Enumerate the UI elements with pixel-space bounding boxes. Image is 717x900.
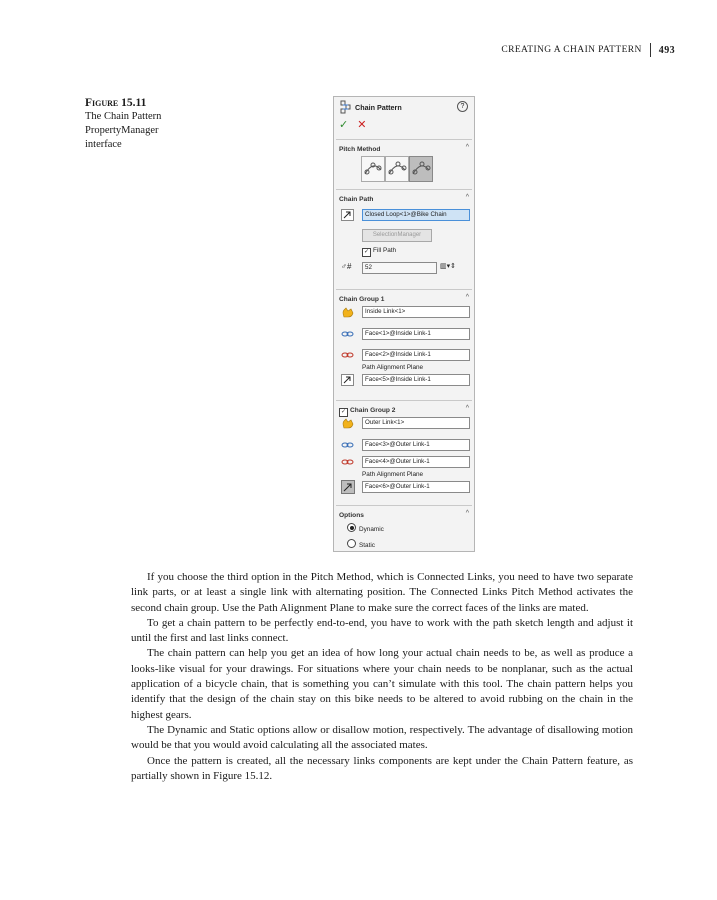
- group1-face-b-field[interactable]: Face<2>@Inside Link-1: [362, 349, 470, 361]
- running-header: [501, 43, 675, 57]
- chain-pattern-property-manager: [333, 96, 475, 552]
- group2-alignment-label: Path Alignment Plane: [362, 471, 424, 478]
- chain-group-2-title[interactable]: [339, 407, 395, 417]
- ok-cancel-row: [339, 118, 367, 131]
- chain-pattern-icon: [340, 100, 352, 114]
- group2-checkbox-icon: ✓: [340, 409, 347, 415]
- group2-link-field[interactable]: Outer Link<1>: [362, 417, 470, 429]
- hand-icon: [341, 417, 354, 429]
- group1-link-field[interactable]: Inside Link<1>: [362, 306, 470, 318]
- link-count-field[interactable]: 52: [362, 262, 437, 274]
- radio-unselected-icon: [347, 539, 356, 548]
- radio-selected-icon: [347, 523, 356, 532]
- collapse-caret-icon[interactable]: ^: [465, 144, 469, 151]
- chain-group-2-section: [336, 400, 472, 505]
- paragraph: Once the pattern is created, all the necessary links components are kept under the Chain Pattern feature, as partially shown in Figure 15.12.: [131, 754, 633, 782]
- collapse-caret-icon[interactable]: ^: [465, 510, 469, 517]
- count-spinner[interactable]: ▥▾⇕: [440, 263, 456, 270]
- face-b-icon: [341, 456, 354, 468]
- dynamic-radio[interactable]: [347, 523, 384, 533]
- static-radio[interactable]: [347, 539, 375, 549]
- body-text: [131, 570, 633, 784]
- path-arrow-icon: [341, 209, 354, 221]
- group2-alignment-field[interactable]: Face<6>@Outer Link-1: [362, 481, 470, 493]
- collapse-caret-icon[interactable]: ^: [465, 194, 469, 201]
- fill-path-checkbox[interactable]: [362, 247, 396, 257]
- panel-header: [334, 97, 474, 117]
- dynamic-label: Dynamic: [359, 526, 384, 533]
- group1-alignment-field[interactable]: Face<5>@Inside Link-1: [362, 374, 470, 386]
- collapse-caret-icon[interactable]: ^: [465, 294, 469, 301]
- paragraph: The Dynamic and Static options allow or disallow motion, respectively. The advantage of disallowing motion would be that you would avoid calculating all the associated mates.: [131, 723, 633, 752]
- chain-path-field[interactable]: Closed Loop<1>@Bike Chain: [362, 209, 470, 221]
- face-b-icon: [341, 349, 354, 361]
- chapter-title: CREATING A CHAIN PATTERN: [501, 45, 642, 55]
- chain-path-section: [336, 189, 472, 288]
- collapse-caret-icon[interactable]: ^: [465, 405, 469, 412]
- face-a-icon: [341, 439, 354, 451]
- cancel-button[interactable]: ✕: [357, 119, 367, 131]
- figure-caption: [85, 96, 195, 152]
- paragraph: If you choose the third option in the Pitch Method, which is Connected Links, you need to have two separate link parts, or at least a single link with alternating position. The Connected Links Pitch Method activates the second chain group. Use the Path Alignment Plane to make sure the correct faces of the links are mated.: [131, 571, 633, 614]
- group2-face-b-field[interactable]: Face<4>@Outer Link-1: [362, 456, 470, 468]
- group1-face-a-field[interactable]: Face<1>@Inside Link-1: [362, 328, 470, 340]
- static-label: Static: [359, 542, 375, 549]
- panel-title: Chain Pattern: [355, 103, 402, 112]
- pitch-method-title: Pitch Method: [339, 146, 381, 153]
- figure-label: Figure 15.11: [85, 97, 147, 109]
- options-section: [336, 505, 472, 551]
- group1-alignment-label: Path Alignment Plane: [362, 364, 424, 371]
- paragraph: To get a chain pattern to be perfectly end-to-end, you have to work with the path sketch length and adjust it until the first and last links connect.: [131, 616, 633, 645]
- hand-icon: [341, 306, 354, 318]
- chain-group-1-title: Chain Group 1: [339, 296, 385, 303]
- options-title: Options: [339, 512, 364, 519]
- selection-manager-button[interactable]: SelectionManager: [362, 229, 432, 242]
- caption-text: The Chain Pattern PropertyManager interface: [85, 111, 162, 150]
- checkbox-check-icon: ✓: [363, 249, 370, 255]
- chain-path-title: Chain Path: [339, 196, 374, 203]
- group2-face-a-field[interactable]: Face<3>@Outer Link-1: [362, 439, 470, 451]
- pitch-method-options[interactable]: [361, 156, 433, 182]
- ok-button[interactable]: ✓: [339, 119, 349, 131]
- alignment-arrow-icon: [341, 374, 354, 386]
- chain-group-2-label: Chain Group 2: [350, 407, 396, 414]
- count-icon: ♂#: [341, 262, 352, 271]
- fill-path-label: Fill Path: [373, 247, 397, 254]
- face-a-icon: [341, 328, 354, 340]
- alignment-arrow-icon: [341, 480, 355, 494]
- paragraph: The chain pattern can help you get an idea of how long your actual chain needs to be, as well as produce a looks-like visual for your drawings. For situations where your chain needs to be nonplanar, such as the actual application of a bicycle chain, that is something you can’t simulate with this tool. The chain pattern helps you identify that the design of the chain stay on this bike needs to be altered to avoid rubbing on the chain in the highest gears.: [131, 647, 633, 721]
- help-icon[interactable]: ?: [457, 101, 468, 112]
- page-number: 493: [658, 44, 675, 56]
- chain-group-1-section: [336, 289, 472, 400]
- pitch-method-section: [336, 139, 472, 188]
